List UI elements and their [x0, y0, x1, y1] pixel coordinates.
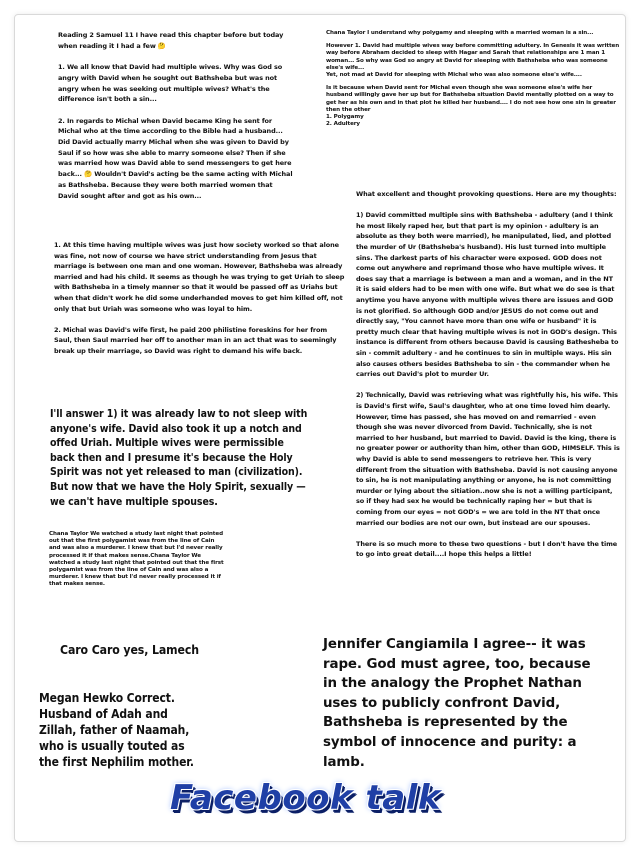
comment-list-2: 2. Adultery	[326, 121, 360, 128]
post-question-1: 1. We all know that David had multiple wives. Why was God so angry with David when he sought out Bathsheba but was not angry when he was seeking out multiple wives? What's the difference isn't both a sin...	[58, 63, 283, 104]
reply-point-2: 2. Michal was David's wife first, he paid 200 philistine foreskins for her from Saul, then Saul married her off to another man in an act that was to seemingly break up their marriage, so David was right to demand his wife back.	[54, 325, 337, 356]
comment-para-2: Yet, not mad at David for sleeping with Michal who was also someone else's wife....	[326, 72, 582, 79]
comment-chana-followup	[326, 30, 620, 128]
post-question-2: 2. In regards to Michal when David became King he sent for Michal who at the time according to the Bible had a husband... Did David actually marry Michal when she was given to David by Saul if so how was she able to marry someone else? Then if she was married how was David able to send messengers to get here back... 🤔 Wouldn't David's acting be the same acting with Michal as Bathsheba. Because they were both married women that David sought after and got as his own...	[58, 116, 293, 200]
reply-answer-law: I'll answer 1) it was already law to not sleep with anyone's wife. David also took it up a notch and offed Uriah. Multiple wives were permissible back then and I presume it's because the Holy Spirit was not yet released to man (civilization). But now that we have the Holy Spirit, sexually — we can't have multiple spouses.	[50, 408, 308, 508]
facebook-talk-title: Facebook talk	[170, 778, 441, 818]
post-question	[58, 30, 294, 201]
thoughts-intro: What excellent and thought provoking questions. Here are my thoughts:	[356, 190, 617, 198]
thoughts-point-2: 2) Technically, David was retrieving what was rightfully his, his wife. This is David's first wife, Saul's daughter, who at one time loved him dearly. However, time has passed, she has moved on and remarried - even though she was never divorced from David. Technically, she is not married to her husband, but married to David. David is the king, there is no greater power or authority than him, other than GOD, HIMSELF. This is why David is able to send messengers to retrieve her. This is very different from the situation with Bathsheba. David is not causing anyone to sin, he is not manipulating anything or anyone, he is not committing murder or lying about the sitiation..now she is not a willing participant, so if they had sex he would be technically raping her = but that is coming from our eyes = not GOD's = we are told in the NT that once married our bodies are not our own, but instead are our spouses.	[356, 391, 620, 527]
reply-thoughts	[356, 189, 620, 560]
comment-megan: Megan Hewko Correct. Husband of Adah and Zillah, father of Naamah, who is usually touted as the first Nephilim mother.	[39, 691, 194, 769]
post-intro: Reading 2 Samuel 11 I have read this chapter before but today when reading it I had a few 🤔	[58, 31, 284, 50]
comment-para-1: However 1. David had multiple wives way before committing adultery. In Genesis it was written way before Abraham decided to sleep with Hagar and Sarah that relationships are 1 man 1 woman... So why was God so angry at David for sleeping with Bathsheba who was someone else's wife...	[326, 43, 620, 71]
thoughts-closing: There is so much more to these two questions - but I don't have the time to go into great detail....I hope this helps a little!	[356, 539, 618, 559]
thoughts-point-1: 1) David committed multiple sins with Bathsheba - adultery (and I think he most likely raped her, but that part is my opinion - adultery is an absolute as they both were married), he manipulated, lied, and plotted the murder of Ur (Bathsheba's husband). His lust turned into multiple sins. The darkest parts of his character were exposed. GOD does not come out anywhere and reprimand those who have multiple wives. It does say that a marriage is between a man and a woman, and in the NT it is said elders had to be men with one wife. But what we do see is that anytime you have anyone with multiple wives there are issues and GOD is not glorified. So although GOD and/or JESUS do not come out and directly say, "You cannot have more than one wife or husband" it is pretty much clear that having multiple wives is not in GOD's design. This instance is different from others because David is causing Bathesheba to sin - commit adultery - and he continues to sin in multiple ways. His sin also causes others besides Bathsheba to sin - the commander when he carries out David's plot to murder Ur.	[356, 211, 619, 379]
comment-intro: Chana Taylor I understand why polygamy and sleeping with a married woman is a sin...	[326, 30, 594, 36]
comment-caro: Caro Caro yes, Lamech	[60, 643, 199, 657]
comment-para-3: Is it because when David sent for Michal even though she was someone else's wife her husband willingly gave her up but for Bathsheba situation David mentally plotted on a way to get her as his own and in that plot he killed her husband.... I do not see how one sin is greater then the other	[326, 85, 616, 113]
comment-list-1: 1. Polygamy	[326, 114, 364, 121]
comment-study: Chana Taylor We watched a study last night that pointed out that the first polygamist was from the line of Cain and was also a murderer. I knew that but I'd never really processed it if that makes sense.Chana Taylor We watched a study last night that pointed out that the first polygamist was from the line of Cain and was also a murderer. I knew that but I'd never really processed it if that makes sense.	[49, 531, 224, 588]
reply-answer-1	[54, 240, 346, 357]
comment-jennifer: Jennifer Cangiamila I agree-- it was rape. God must agree, too, because in the analogy the Prophet Nathan uses to publicly confront David, Bathsheba is represented by the symbol of innocence and purity: a lamb.	[323, 637, 591, 770]
reply-point-1: 1. At this time having multiple wives was just how society worked so that alone was fine, not now of course we have strict understanding from Jesus that marriage is between one man and one woman. However, Bathsheba was already married and had his child. It seems as though he was trying to get Uriah to sleep with Bathsheba in a timely manner so that it would be passed off as Uriahs but when that didn't work he did some underhanded moves to get him killed off, not only that but Uriah was someone who was loyal to him.	[54, 241, 345, 313]
